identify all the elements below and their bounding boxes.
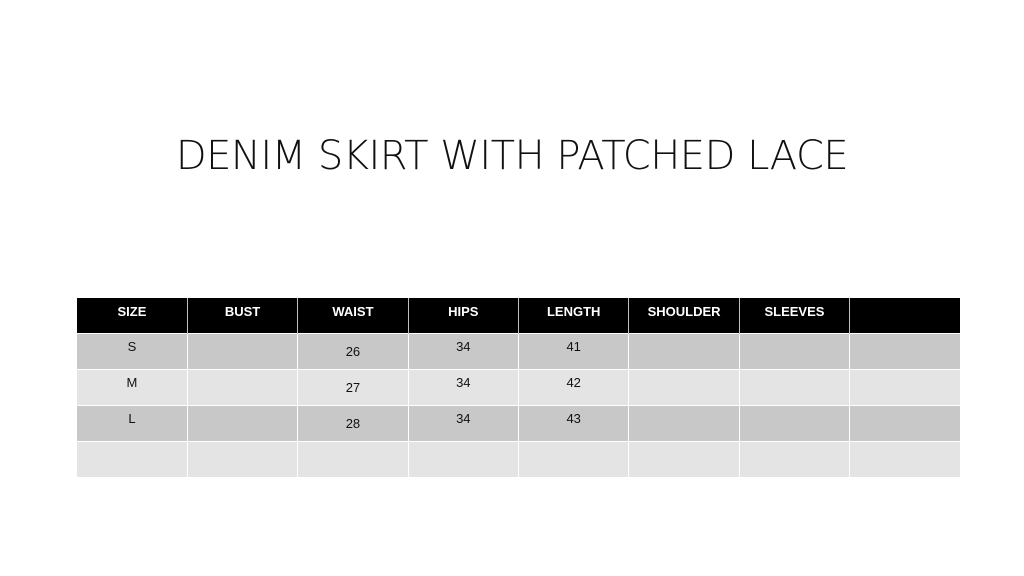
cell-length [519,441,629,477]
cell-blank [850,441,960,477]
cell-length: 42 [519,369,629,405]
cell-hips: 34 [408,405,518,441]
cell-bust [187,333,297,369]
cell-waist: 27 [298,369,408,405]
cell-shoulder [629,369,739,405]
page-title: DENIM SKIRT WITH PATCHED LACE [175,133,849,179]
cell-bust [187,405,297,441]
size-chart-table [77,298,960,477]
table-row [77,405,960,441]
header-shoulder: SHOULDER [629,298,739,333]
cell-bust [187,441,297,477]
cell-sleeves [739,441,849,477]
header-bust: BUST [187,298,297,333]
cell-length: 43 [519,405,629,441]
cell-shoulder [629,405,739,441]
table-header-row [77,298,960,333]
cell-hips: 34 [408,369,518,405]
cell-hips [408,441,518,477]
cell-waist [298,441,408,477]
cell-hips: 34 [408,333,518,369]
cell-sleeves [739,405,849,441]
cell-shoulder [629,333,739,369]
cell-shoulder [629,441,739,477]
cell-waist: 28 [298,405,408,441]
header-size: SIZE [77,298,187,333]
cell-sleeves [739,333,849,369]
cell-bust [187,369,297,405]
cell-waist: 26 [298,333,408,369]
cell-size: M [77,369,187,405]
header-length: LENGTH [519,298,629,333]
table-row [77,369,960,405]
table-row [77,441,960,477]
table-row [77,333,960,369]
cell-blank [850,369,960,405]
cell-size: S [77,333,187,369]
cell-length: 41 [519,333,629,369]
cell-blank [850,405,960,441]
cell-blank [850,333,960,369]
header-sleeves: SLEEVES [739,298,849,333]
header-waist: WAIST [298,298,408,333]
header-blank [850,298,960,333]
cell-size [77,441,187,477]
cell-size: L [77,405,187,441]
cell-sleeves [739,369,849,405]
header-hips: HIPS [408,298,518,333]
